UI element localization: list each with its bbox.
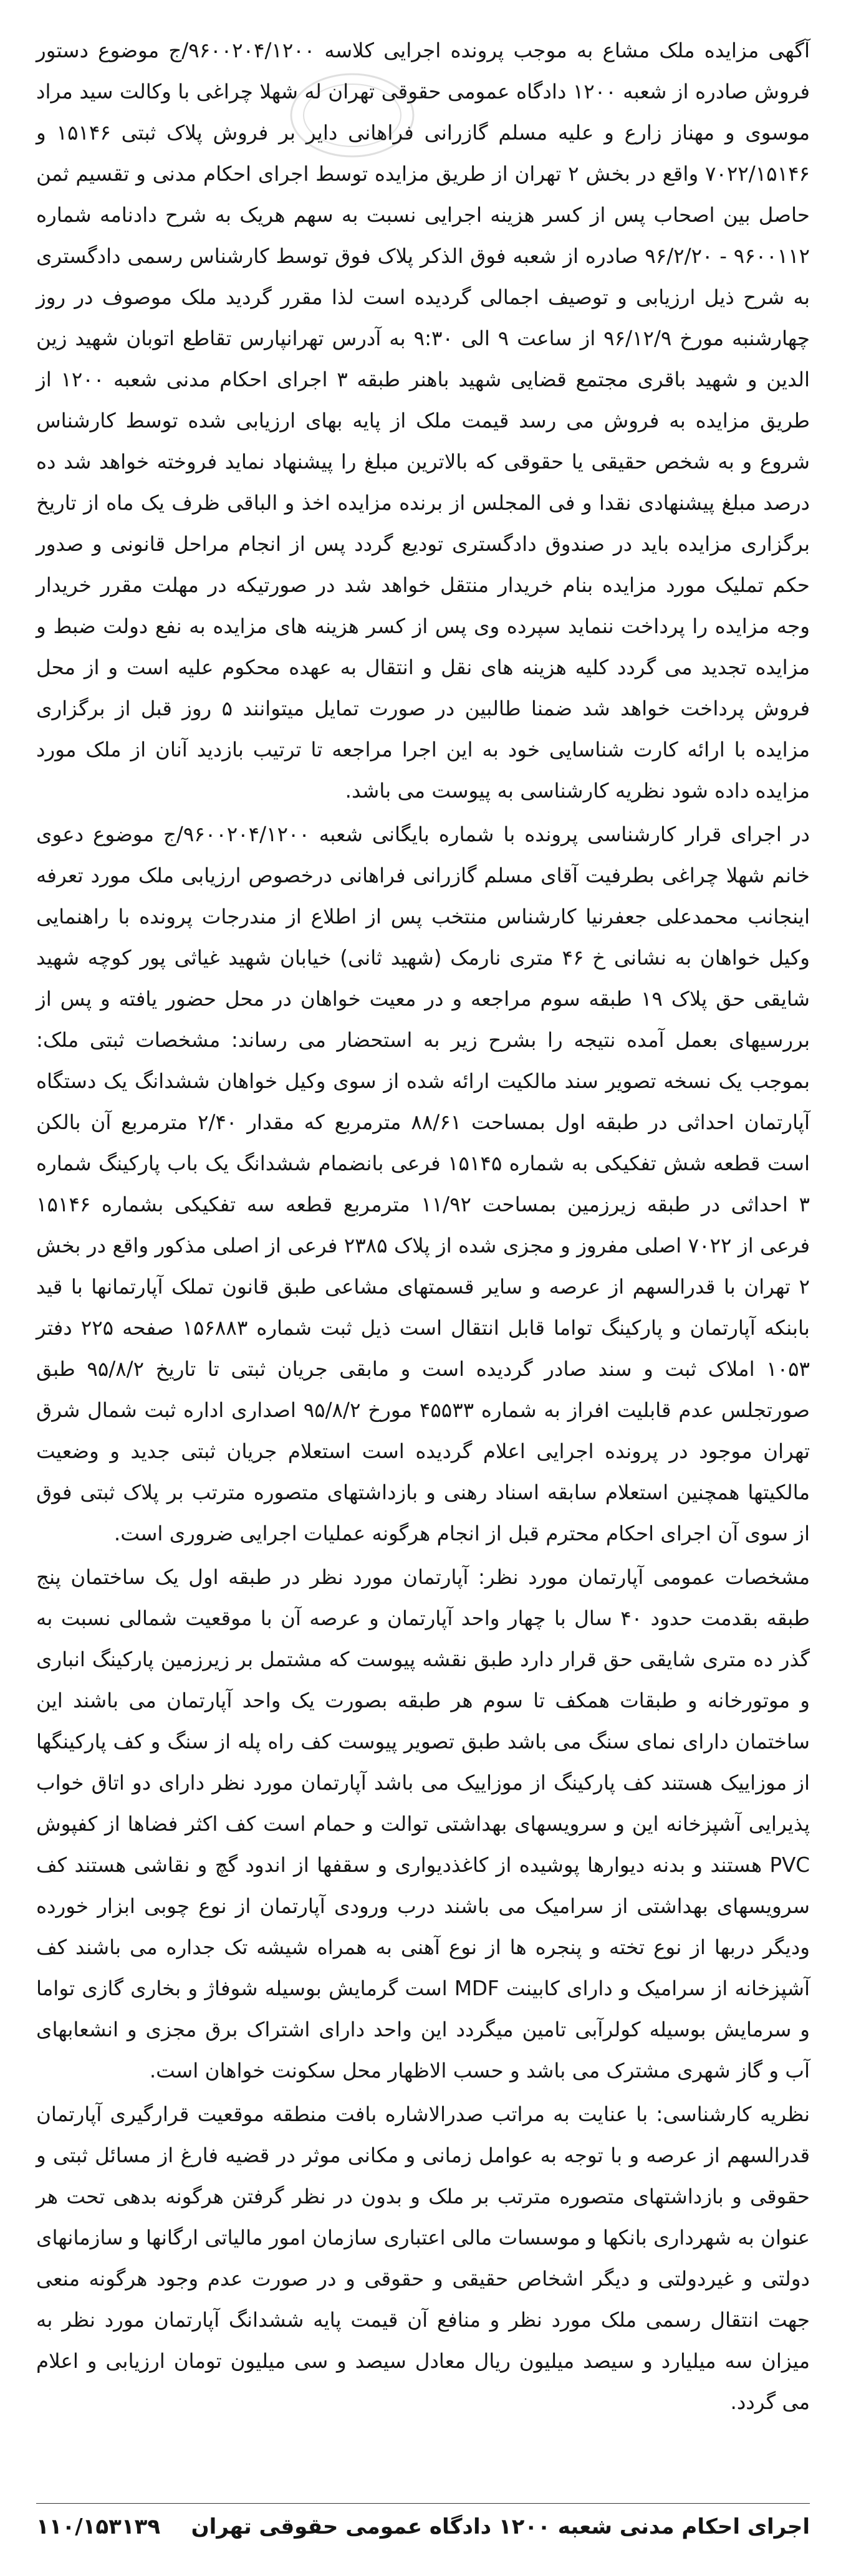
notice-paragraph-auction: آگهی مزایده ملک مشاع به موجب پرونده اجرایی کلاسه ۹۶۰۰۲۰۴/۱۲۰۰/ج موضوع دستور فروش صادره از شعبه ۱۲۰۰ دادگاه عمومی حقوقی تهران له شهلا چراغی با وکالت سید مراد موسوی و مهناز زارع و علیه مسلم گازرانی فراهانی دایر بر فروش پلاک ثبتی ۱۵۱۴۶ و ۷۰۲۲/۱۵۱۴۶ واقع در بخش ۲ تهران از طریق مزایده توسط اجرای احکام مدنی و تقسیم ثمن حاصل بین اصحاب پس از کسر هزینه اجرایی نسبت به سهم هریک به شرح دادنامه شماره ۹۶۰۰۱۱۲ - ۹۶/۲/۲۰ صادره از شعبه فوق الذکر پلاک فوق توسط کارشناس رسمی دادگستری به شرح ذیل ارزیابی و توصیف اجمالی گردیده است لذا مقرر گردید ملک موصوف در روز چهارشنبه مورخ ۹۶/۱۲/۹ از ساعت ۹ الی ۹:۳۰ به آدرس تهرانپارس تقاطع اتوبان شهید زین الدین و شهید باقری مجتمع قضایی شهید باهنر طبقه ۳ اجرای احکام مدنی شعبه ۱۲۰۰ از طریق مزایده به فروش می رسد قیمت ملک از پایه بهای ارزیابی شده توسط کارشناس شروع و به شخص حقیقی یا حقوقی که بالاترین مبلغ را پیشنهاد نماید فروخته خواهد شد ده درصد مبلغ پیشنهادی نقدا و فی المجلس از برنده مزایده اخذ و الباقی ظرف یک ماه از تاریخ برگزاری مزایده باید در صندوق دادگستری تودیع گردد پس از انجام مراحل قانونی و صدور حکم تملیک مورد مزایده بنام خریدار منتقل خواهد شد در صورتیکه در مهلت مقرر خریدار وجه مزایده را پرداخت ننماید سپرده وی پس از کسر هزینه های مزایده به نفع دولت ضبط و مزایده تجدید می گردد کلیه هزینه های نقل و انتقال به عهده محکوم علیه است و از محل فروش پرداخت خواهد شد ضمنا طالبین در صورت تمایل میتوانند ۵ روز قبل از برگزاری مزایده با ارائه کارت شناسایی خود به این اجرا مراجعه تا ترتیب بازدید آنان از ملک مورد مزایده داده شود نظریه کارشناسی به پیوست می باشد. xyxy=(36,39,810,803)
notice-paragraph-registration: در اجرای قرار کارشناسی پرونده با شماره بایگانی شعبه ۹۶۰۰۲۰۴/۱۲۰۰/ج موضوع دعوی خانم شهلا چراغی بطرفیت آقای مسلم گازرانی فراهانی درخصوص ارزیابی ملک مورد تعرفه اینجانب محمدعلی جعفرنیا کارشناس منتخب پس از اطلاع از مندرجات پرونده با راهنمایی وکیل خواهان به نشانی خ ۴۶ متری نارمک (شهید ثانی) خیابان شهید غیاثی پور کوچه شهید شایقی حق پلاک ۱۹ طبقه سوم مراجعه و در معیت خواهان در محل حضور یافته و پس از بررسیهای بعمل آمده نتیجه را بشرح زیر به استحضار می رساند: مشخصات ثبتی ملک: بموجب یک نسخه تصویر سند مالکیت ارائه شده از سوی وکیل خواهان ششدانگ یک دستگاه آپارتمان احداثی در طبقه اول بمساحت ۸۸/۶۱ مترمربع که مقدار ۲/۴۰ مترمربع آن بالکن است قطعه شش تفکیکی به شماره ۱۵۱۴۵ فرعی بانضمام ششدانگ یک باب پارکینگ شماره ۳ احداثی در طبقه زیرزمین بمساحت ۱۱/۹۲ مترمربع قطعه سه تفکیکی بشماره ۱۵۱۴۶ فرعی از ۷۰۲۲ اصلی مفروز و مجزی شده از پلاک ۲۳۸۵ فرعی از اصلی مذکور واقع در بخش ۲ تهران با قدرالسهم از عرصه و سایر قسمتهای مشاعی طبق قانون تملک آپارتمانها با قید بابنکه آپارتمان و پارکینگ تواما قابل انتقال است ذیل ثبت شماره ۱۵۶۸۸۳ صفحه ۲۲۵ دفتر ۱۰۵۳ املاک ثبت و سند صادر گردیده است و مابقی جریان ثبتی تا تاریخ ۹۵/۸/۲ طبق صورتجلس عدم قابلیت افراز به شماره ۴۵۵۳۳ مورخ ۹۵/۸/۲ اصداری اداره ثبت شمال شرق تهران موجود در پرونده اجرایی اعلام گردیده است استعلام جریان ثبتی جدید و وضعیت مالکیتها همچنین استعلام سابقه اسناد رهنی و بازداشتهای متصوره مترتب بر پلاک ثبتی فوق از سوی آن اجرای احکام محترم قبل از انجام هرگونه عملیات اجرایی ضروری است. xyxy=(36,823,810,1545)
notice-paragraph-expert-opinion: نظریه کارشناسی: با عنایت به مراتب صدرالاشاره بافت منطقه موقعیت قرارگیری آپارتمان قدرالسهم از عرصه و با توجه به عوامل زمانی و مکانی موثر در قضیه فارغ از مسائل ثبتی و حقوقی و بازداشتهای متصوره مترتب بر ملک و بدون در نظر گرفتن هرگونه بدهی تحت هر عنوان به شهرداری بانکها و موسسات مالی اعتباری سازمان امور مالیاتی ارگانها و سازمانهای دولتی و غیردولتی و دیگر اشخاص حقیقی و حقوقی و در صورت عدم وجود هرگونه منعی جهت انتقال رسمی ملک مورد نظر و منافع آن قیمت پایه ششدانگ آپارتمان مورد نظر به میزان سه میلیارد و سیصد میلیون ریال معادل سیصد و سی میلیون تومان ارزیابی و اعلام می گردد. xyxy=(36,2102,810,2414)
notice-footer xyxy=(36,2507,810,2546)
footer-issuer: اجرای احکام مدنی شعبه ۱۲۰۰ دادگاه عمومی حقوقی تهران xyxy=(191,2514,810,2539)
auction-notice xyxy=(19,19,827,2557)
footer-divider xyxy=(36,2503,810,2504)
footer-reference-code: ۱۱۰/۱۵۳۱۳۹ xyxy=(36,2514,161,2539)
notice-paragraph-apartment-specs: مشخصات عمومی آپارتمان مورد نظر: آپارتمان مورد نظر در طبقه اول یک ساختمان پنج طبقه بقدمت حدود ۴۰ سال با چهار واحد آپارتمان و عرصه آن با موقعیت شمالی نسبت به گذر ده متری شایقی حق قرار دارد طبق نقشه پیوست که مشتمل بر زیرزمین پارکینگ انباری و موتورخانه و طبقات همکف تا سوم هر طبقه بصورت یک واحد آپارتمان می باشند این ساختمان دارای نمای سنگ می باشد طبق تصویر پیوست کف راه پله از سنگ و کف پارکینگها از موزاییک هستند کف پارکینگ از موزاییک می باشد آپارتمان مورد نظر دارای دو اتاق خواب پذیرایی آشپزخانه این و سرویسهای بهداشتی توالت و حمام است کف اکثر فضاها از کفپوش PVC هستند و بدنه دیوارها پوشیده از کاغذدیواری و سقفها از اندود گچ و نقاشی هستند کف سرویسهای بهداشتی از سرامیک می باشند درب ورودی آپارتمان از نوع چوبی ابزار خورده ودیگر دربها از نوع تخته و پنجره ها از نوع آهنی به همراه شیشه تک جداره می باشند کف آشپزخانه از سرامیک و دارای کابینت MDF است گرمایش بوسیله شوفاژ و بخاری گازی تواما و سرمایش بوسیله کولرآبی تامین میگردد این واحد دارای اشتراک برق مجزی و انشعابهای آب و گاز شهری مشترک می باشد و حسب الاظهار محل سکونت خواهان است. xyxy=(36,1565,810,2082)
